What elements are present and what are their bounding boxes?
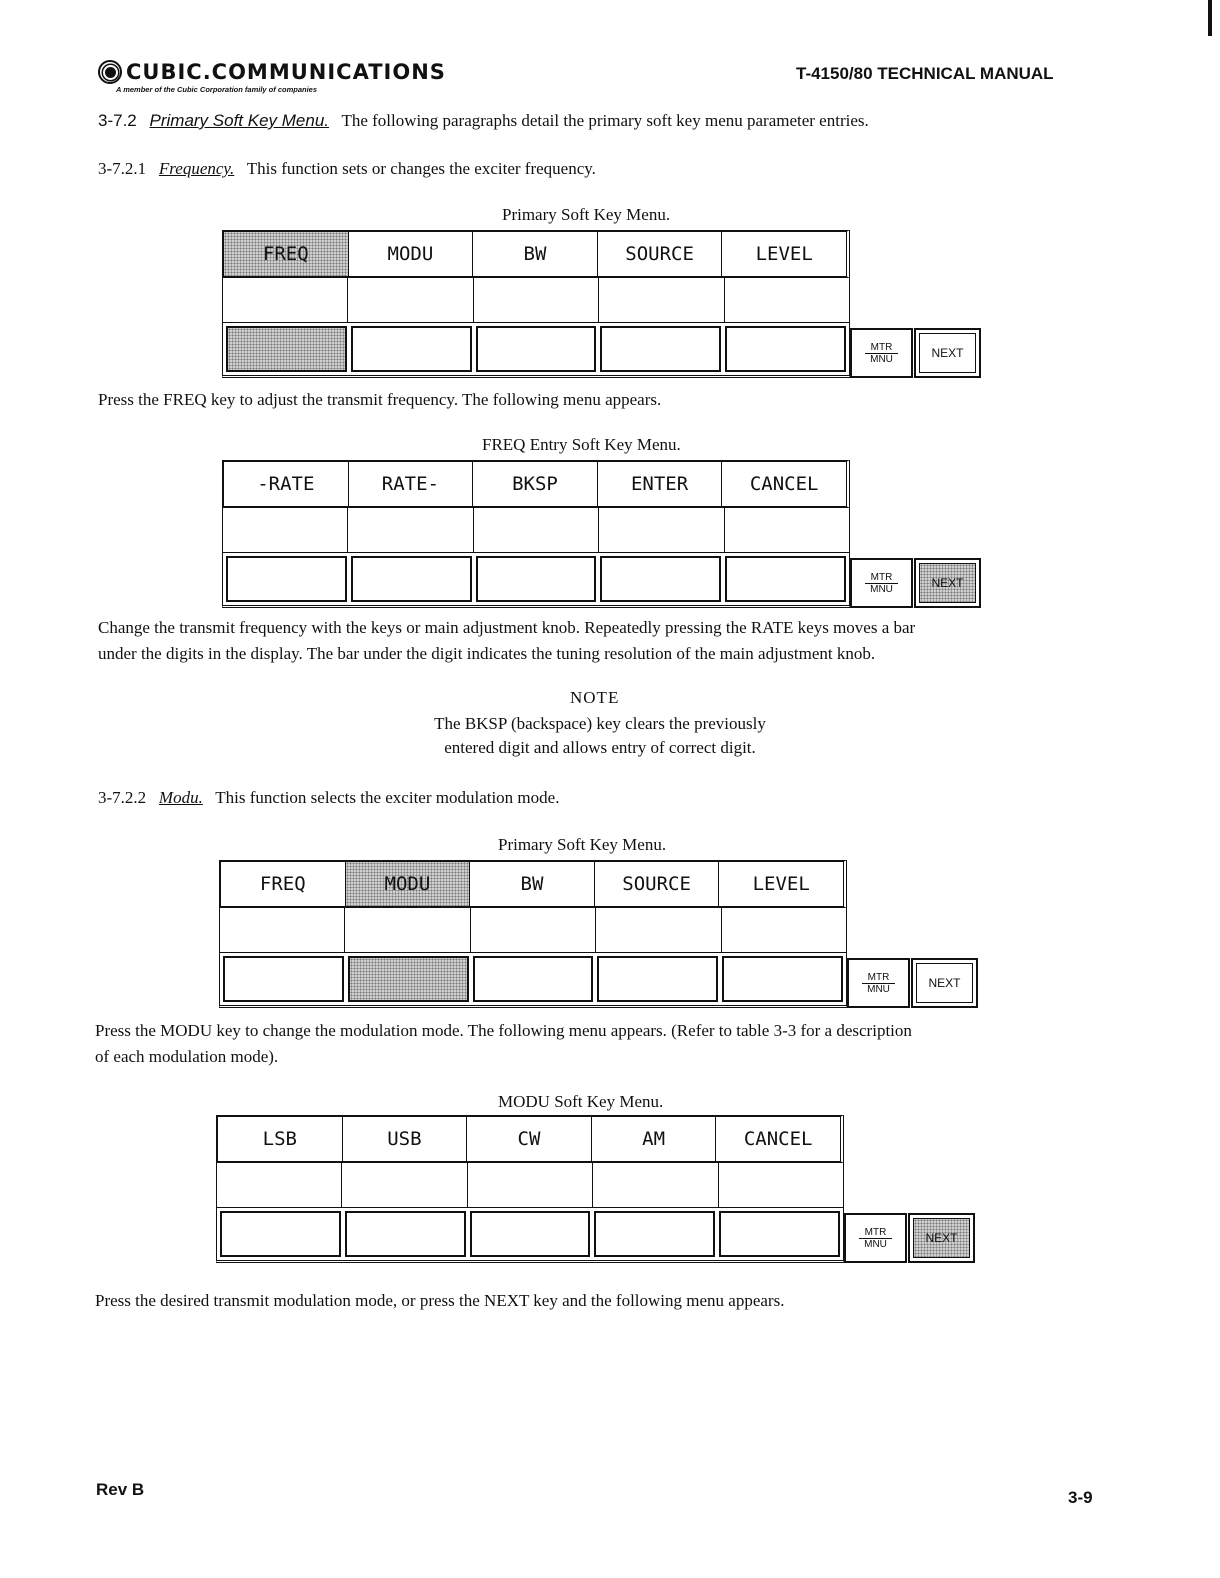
paragraph-line: under the digits in the display. The bar under the digit indicates the tuning resolution of the main adjustment knob. xyxy=(98,644,876,663)
blank-row xyxy=(222,278,850,322)
soft-key-bw[interactable]: BW xyxy=(470,862,595,906)
section-3-7-2 xyxy=(98,108,869,134)
meter-menu-key[interactable]: MTR MNU xyxy=(844,1213,907,1263)
next-key[interactable]: NEXT xyxy=(911,958,978,1008)
soft-key-cw[interactable]: CW xyxy=(467,1117,592,1161)
section-text: This function sets or changes the exciter frequency. xyxy=(246,159,596,178)
soft-key-cancel[interactable]: CANCEL xyxy=(749,473,819,495)
soft-key-rate-up[interactable]: RATE- xyxy=(349,462,474,506)
freq-entry-soft-key-menu xyxy=(222,460,987,608)
key-button-2[interactable] xyxy=(348,956,469,1002)
section-text: The following paragraphs detail the primary soft key menu parameter entries. xyxy=(341,111,869,130)
meter-menu-key[interactable]: MTR MNU xyxy=(850,328,913,378)
blank-row xyxy=(219,908,847,952)
blank-row xyxy=(222,508,850,552)
section-title: Modu. xyxy=(158,788,203,807)
soft-key-level[interactable]: LEVEL xyxy=(755,243,813,265)
meter-menu-key[interactable]: MTR MNU xyxy=(847,958,910,1008)
key-button-1[interactable] xyxy=(226,326,347,372)
section-title: Primary Soft Key Menu. xyxy=(149,111,330,130)
soft-key-level[interactable]: LEVEL xyxy=(752,873,810,895)
soft-key-am[interactable]: AM xyxy=(592,1117,717,1161)
note-line: The BKSP (backspace) key clears the previously xyxy=(434,714,766,733)
key-button-2[interactable] xyxy=(351,326,472,372)
button-row xyxy=(216,1207,844,1263)
soft-key-source[interactable]: SOURCE xyxy=(595,862,720,906)
key-button-3[interactable] xyxy=(476,556,597,602)
soft-key-cancel[interactable]: CANCEL xyxy=(743,1128,813,1150)
menu-caption: Primary Soft Key Menu. xyxy=(502,205,671,224)
button-row xyxy=(219,952,847,1008)
note-line: entered digit and allows entry of correct digit. xyxy=(444,738,756,757)
next-key[interactable]: NEXT xyxy=(914,328,981,378)
primary-soft-key-menu xyxy=(222,230,987,378)
key-button-5[interactable] xyxy=(725,556,846,602)
key-button-5[interactable] xyxy=(725,326,846,372)
section-3-7-2-2 xyxy=(98,785,559,811)
key-button-2[interactable] xyxy=(345,1211,466,1257)
meter-menu-key[interactable]: MTR MNU xyxy=(850,558,913,608)
company-name: CUBIC.COMMUNICATIONS xyxy=(126,60,446,84)
key-button-4[interactable] xyxy=(600,326,721,372)
key-button-5[interactable] xyxy=(722,956,843,1002)
paragraph xyxy=(98,615,915,667)
soft-key-bw[interactable]: BW xyxy=(473,232,598,276)
paragraph-line: Change the transmit frequency with the keys or main adjustment knob. Repeatedly pressing the RATE keys moves a bar xyxy=(98,618,916,637)
soft-key-freq[interactable]: FREQ xyxy=(221,862,346,906)
section-title: Frequency. xyxy=(158,159,235,178)
key-button-3[interactable] xyxy=(473,956,594,1002)
key-button-4[interactable] xyxy=(594,1211,715,1257)
soft-key-lsb[interactable]: LSB xyxy=(218,1117,343,1161)
menu-caption: MODU Soft Key Menu. xyxy=(498,1092,664,1111)
key-button-1[interactable] xyxy=(220,1211,341,1257)
section-text: This function selects the exciter modulation mode. xyxy=(215,788,560,807)
menu-caption: Primary Soft Key Menu. xyxy=(498,835,667,854)
primary-soft-key-menu xyxy=(219,860,984,1008)
scan-edge-mark xyxy=(1208,0,1212,36)
soft-key-enter[interactable]: ENTER xyxy=(598,462,723,506)
page-number: 3-9 xyxy=(1068,1488,1093,1507)
company-logo xyxy=(98,60,446,84)
company-tagline: A member of the Cubic Corporation family of companies xyxy=(116,85,317,94)
soft-key-freq[interactable]: FREQ xyxy=(224,232,349,276)
section-number: 3-7.2 xyxy=(98,111,137,130)
soft-key-rate-down[interactable]: -RATE xyxy=(224,462,349,506)
button-row xyxy=(222,552,850,608)
manual-title: T-4150/80 TECHNICAL MANUAL xyxy=(796,64,1054,83)
section-3-7-2-1 xyxy=(98,156,596,182)
soft-key-modu[interactable]: MODU xyxy=(346,862,471,906)
paragraph-line: Press the MODU key to change the modulation mode. The following menu appears. (Refer to table 3-3 for a description xyxy=(95,1021,912,1040)
note-body xyxy=(390,712,810,760)
button-row xyxy=(222,322,850,378)
next-key[interactable]: NEXT xyxy=(914,558,981,608)
next-key[interactable]: NEXT xyxy=(908,1213,975,1263)
soft-key-bksp[interactable]: BKSP xyxy=(473,462,598,506)
soft-key-source[interactable]: SOURCE xyxy=(598,232,723,276)
key-button-1[interactable] xyxy=(223,956,344,1002)
key-button-2[interactable] xyxy=(351,556,472,602)
key-button-3[interactable] xyxy=(476,326,597,372)
key-button-3[interactable] xyxy=(470,1211,591,1257)
key-button-1[interactable] xyxy=(226,556,347,602)
key-button-5[interactable] xyxy=(719,1211,840,1257)
paragraph: Press the FREQ key to adjust the transmit frequency. The following menu appears. xyxy=(98,390,662,409)
blank-row xyxy=(216,1163,844,1207)
paragraph: Press the desired transmit modulation mode, or press the NEXT key and the following menu appears. xyxy=(95,1291,785,1310)
section-number: 3-7.2.1 xyxy=(98,159,147,178)
key-button-4[interactable] xyxy=(597,956,718,1002)
menu-caption: FREQ Entry Soft Key Menu. xyxy=(482,435,681,454)
revision-label: Rev B xyxy=(96,1480,145,1499)
cubic-logo-icon xyxy=(98,60,122,84)
note-title: NOTE xyxy=(570,688,620,707)
paragraph xyxy=(95,1018,912,1070)
soft-key-modu[interactable]: MODU xyxy=(349,232,474,276)
key-button-4[interactable] xyxy=(600,556,721,602)
soft-key-usb[interactable]: USB xyxy=(343,1117,468,1161)
modu-soft-key-menu xyxy=(216,1115,981,1263)
section-number: 3-7.2.2 xyxy=(98,788,147,807)
paragraph-line: of each modulation mode). xyxy=(95,1047,279,1066)
